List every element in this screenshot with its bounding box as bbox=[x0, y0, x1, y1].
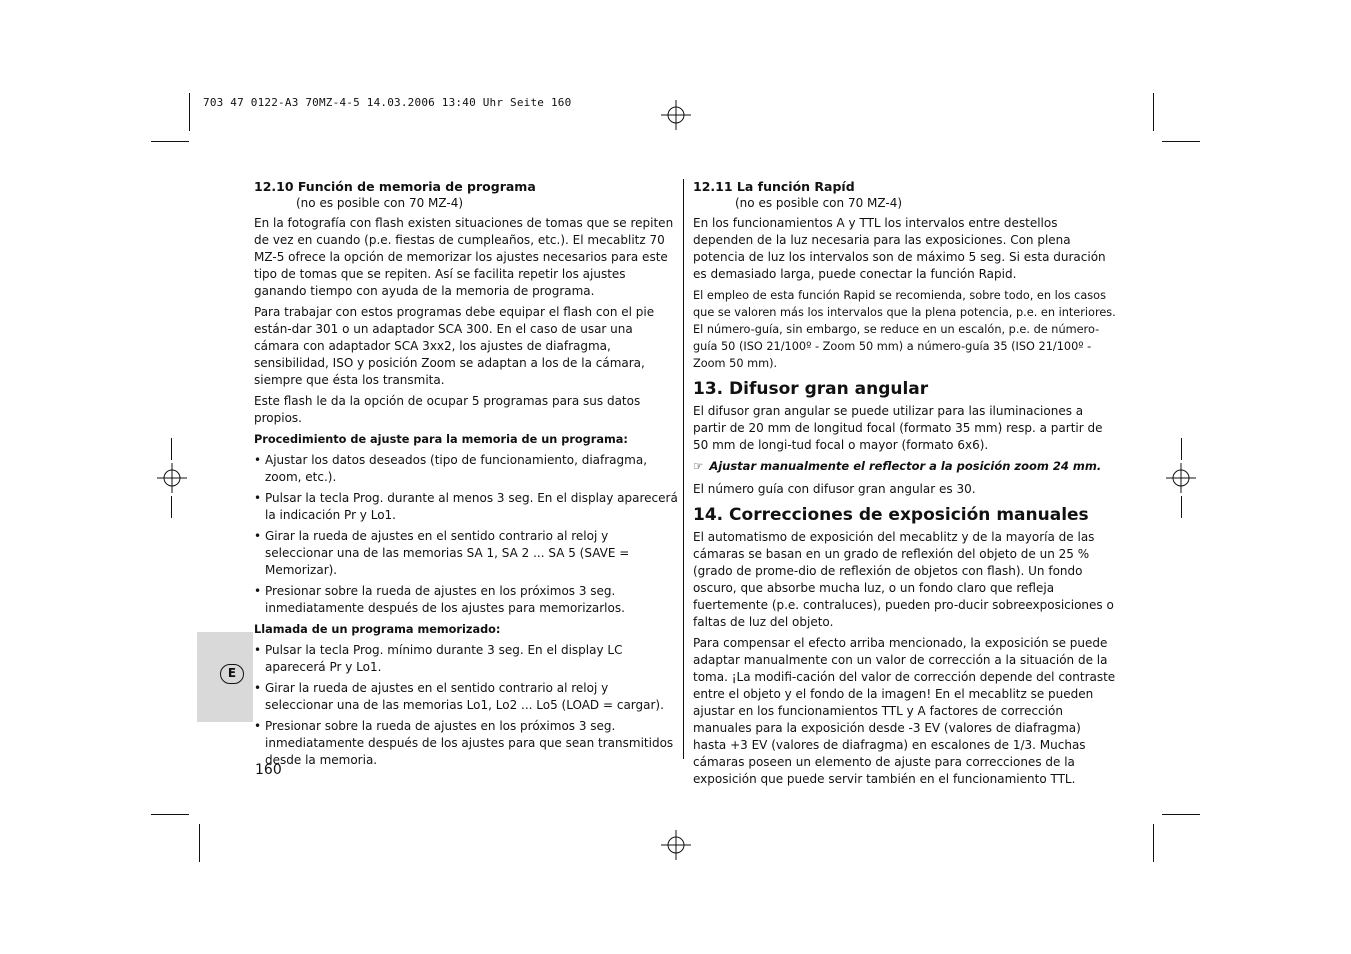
reg-tick-right-bottom bbox=[1181, 496, 1182, 518]
list-item-text: Girar la rueda de ajustes en el sentido contrario al reloj y seleccionar una de las memorias SA 1, SA 2 ... SA 5 (SAVE = Memorizar). bbox=[265, 529, 630, 577]
section-14-paragraph-1: El automatismo de exposición del mecablitz y de la mayoría de las cámaras se basan en un grado de reflexión del objeto de un 25 % (grado de prome-dio de reflexión de objetos con flash). Un fondo oscuro, que absorbe mucha luz, o un fondo claro que refleja fuertemente (p.e. contraluces), pueden pro-ducir sobreexposiciones o faltas de luz del objeto. bbox=[693, 530, 1114, 629]
list-item bbox=[254, 718, 678, 769]
list-item bbox=[254, 528, 678, 579]
list-item bbox=[254, 490, 678, 524]
crop-mark-bottom-left-v bbox=[199, 824, 200, 862]
section-12-11-subtitle: (no es posible con 70 MZ-4) bbox=[735, 196, 903, 210]
section-12-10-paragraph-3: Este flash le da la opción de ocupar 5 programas para sus datos propios. bbox=[254, 394, 641, 425]
list-item bbox=[254, 452, 678, 486]
list-item-text: Pulsar la tecla Prog. durante al menos 3 seg. En el display aparecerá la indicación Pr y Lo1. bbox=[265, 491, 678, 522]
column-divider bbox=[683, 179, 684, 759]
bullet-icon: • bbox=[254, 719, 262, 733]
procedure-heading: Procedimiento de ajuste para la memoria de un programa: bbox=[254, 433, 628, 446]
crop-mark-top-right-h bbox=[1162, 141, 1200, 142]
list-item bbox=[254, 642, 678, 676]
right-column bbox=[693, 178, 1117, 792]
print-header: 703 47 0122-A3 70MZ-4-5 14.03.2006 13:40 Uhr Seite 160 bbox=[203, 96, 572, 109]
registration-mark-top-icon bbox=[661, 100, 691, 130]
section-12-11-paragraph-1: En los funcionamientos A y TTL los intervalos entre destellos dependen de la luz necesaria para las exposiciones. Con plena potencia de luz los intervalos son de máximo 5 seg. Si esta duración es demasiado larga, puede conectar la función Rapid. bbox=[693, 216, 1106, 281]
section-14-paragraph-2: Para compensar el efecto arriba mencionado, la exposición se puede adaptar manualmente con un valor de corrección a la situación de la toma. ¡La modifi-cación del valor de corrección depende del contraste entre el objeto y el fondo de la imagen! En el mecablitz se pueden ajustar en los funcionamientos TTL y A factores de corrección manuales para la exposición desde -3 EV (valores de diafragma) hasta +3 EV (valores de diafragma) en escalones de 1/3. Muchas cámaras poseen un elemento de ajuste para correcciones de la exposición que puede servir también en el funcionamiento TTL. bbox=[693, 636, 1116, 786]
pointing-hand-icon: ☞ bbox=[693, 459, 704, 473]
registration-mark-left-icon bbox=[157, 463, 187, 493]
crop-mark-bottom-right-h bbox=[1162, 814, 1200, 815]
section-12-10-subtitle: (no es posible con 70 MZ-4) bbox=[296, 196, 464, 210]
left-column bbox=[254, 178, 678, 773]
crop-mark-bottom-left-h bbox=[151, 814, 189, 815]
bullet-icon: • bbox=[254, 529, 262, 543]
bullet-icon: • bbox=[254, 584, 262, 598]
section-13-paragraph-2: El número guía con difusor gran angular es 30. bbox=[693, 482, 976, 496]
section-12-10-title: 12.10 Función de memoria de programa bbox=[254, 179, 536, 194]
list-item-text: Presionar sobre la rueda de ajustes en los próximos 3 seg. inmediatamente después de los ajustes para que sean transmitidos desde la memoria. bbox=[265, 719, 674, 767]
registration-mark-right-icon bbox=[1166, 463, 1196, 493]
crop-mark-top-left-h bbox=[151, 141, 189, 142]
reg-tick-left-bottom bbox=[171, 496, 172, 518]
registration-mark-bottom-icon bbox=[661, 830, 691, 860]
section-12-11-title: 12.11 La función Rapíd bbox=[693, 179, 855, 194]
bullet-icon: • bbox=[254, 643, 262, 657]
bullet-icon: • bbox=[254, 681, 262, 695]
reg-tick-right-top bbox=[1181, 438, 1182, 460]
section-12-10-paragraph-2: Para trabajar con estos programas debe equipar el flash con el pie están-dar 301 o un adaptador SCA 300. En el caso de usar una cámara con adaptador SCA 3xx2, los ajustes de diafragma, sensibilidad, ISO y posición Zoom se adaptan a los de la cámara, siempre que ésta los transmita. bbox=[254, 305, 655, 387]
recall-list bbox=[254, 642, 678, 769]
section-13-paragraph-1: El difusor gran angular se puede utilizar para las iluminaciones a partir de 20 mm de longitud focal (formato 35 mm) resp. a partir de 50 mm de longi-tud focal o mayor (formato 6x6). bbox=[693, 404, 1103, 452]
tip-note bbox=[693, 458, 1117, 475]
bullet-icon: • bbox=[254, 453, 262, 467]
list-item-text: Girar la rueda de ajustes en el sentido contrario al reloj y seleccionar una de las memorias Lo1, Lo2 ... Lo5 (LOAD = cargar). bbox=[265, 681, 664, 712]
list-item bbox=[254, 680, 678, 714]
section-12-10-paragraph-1: En la fotografía con flash existen situaciones de tomas que se repiten de vez en cuando (p.e. fiestas de cumpleaños, etc.). El mecablitz 70 MZ-5 ofrece la opción de memorizar los ajustes necesarios para este tipo de tomas que se repiten. Así se facilita repetir los ajustes ganando tiempo con ayuda de la memoria de programa. bbox=[254, 216, 674, 298]
procedure-list bbox=[254, 452, 678, 617]
crop-mark-top-left-v bbox=[189, 93, 190, 131]
section-12-11-paragraph-2: El empleo de esta función Rapid se recomienda, sobre todo, en los casos que se valoren más los intervalos que la plena potencia, p.e. en interiores. El número-guía, sin embargo, se reduce en un escalón, p.e. de número-guía 50 (ISO 21/100º - Zoom 50 mm) a número-guía 35 (ISO 21/100º - Zoom 50 mm). bbox=[693, 289, 1116, 370]
section-13-title: 13. Difusor gran angular bbox=[693, 379, 929, 399]
language-badge: E bbox=[220, 664, 244, 684]
list-item-text: Ajustar los datos deseados (tipo de funcionamiento, diafragma, zoom, etc.). bbox=[265, 453, 648, 484]
reg-tick-left-top bbox=[171, 438, 172, 460]
list-item-text: Presionar sobre la rueda de ajustes en los próximos 3 seg. inmediatamente después de los ajustes para memorizarlos. bbox=[265, 584, 625, 615]
crop-mark-bottom-right-v bbox=[1153, 824, 1154, 862]
page-number: 160 bbox=[255, 762, 282, 778]
tip-text: Ajustar manualmente el reflector a la posición zoom 24 mm. bbox=[709, 459, 1102, 473]
list-item bbox=[254, 583, 678, 617]
crop-mark-top-right-v bbox=[1153, 93, 1154, 131]
recall-heading: Llamada de un programa memorizado: bbox=[254, 623, 501, 636]
list-item-text: Pulsar la tecla Prog. mínimo durante 3 seg. En el display LC aparecerá Pr y Lo1. bbox=[265, 643, 623, 674]
bullet-icon: • bbox=[254, 491, 262, 505]
section-14-title: 14. Correcciones de exposición manuales bbox=[693, 505, 1089, 525]
